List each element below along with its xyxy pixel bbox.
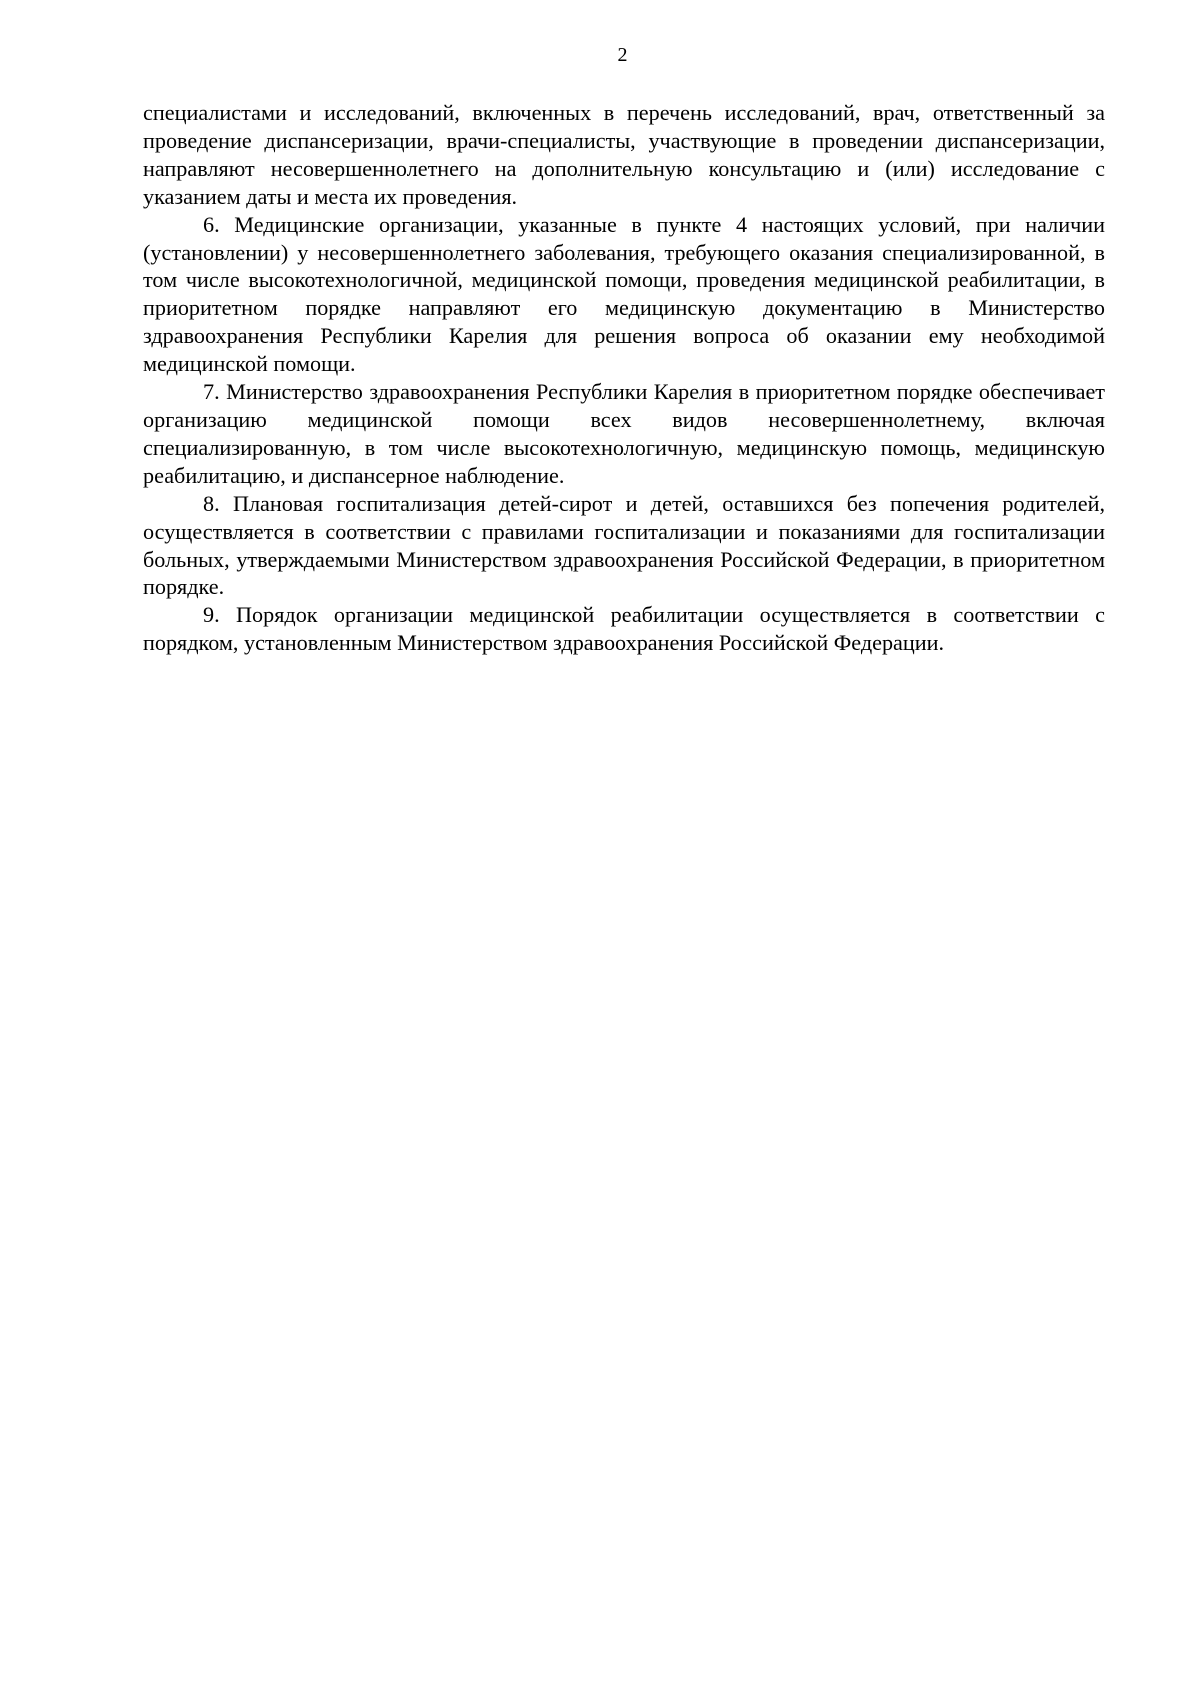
paragraph-continuation: специалистами и исследований, включенных в перечень исследований, врач, ответственный за проведение диспансеризации, врачи-специалисты, участвующие в проведении диспансеризации, направляют несовершеннолетнего на дополнительную консультацию и (или) исследование с указанием даты и места их проведения. [143, 100, 1105, 209]
paragraph-item-7: 7. Министерство здравоохранения Республики Карелия в приоритетном порядке обеспечивает организацию медицинской помощи всех видов несовершеннолетнему, включая специализированную, в том числе высокотехнологичную, медицинскую помощь, медицинскую реабилитацию, и диспансерное наблюдение. [143, 379, 1105, 488]
paragraph-item-9: 9. Порядок организации медицинской реабилитации осуществляется в соответствии с порядком, установленным Министерством здравоохранения Российской Федерации. [143, 602, 1105, 656]
page-number: 2 [617, 44, 628, 66]
paragraph-item-8: 8. Плановая госпитализация детей-сирот и детей, оставшихся без попечения родителей, осуществляется в соответствии с правилами госпитализации и показаниями для госпитализации больных, утверждаемыми Министерством здравоохранения Российской Федерации, в приоритетном порядке. [143, 490, 1105, 600]
document-body [143, 99, 1105, 657]
paragraph-item-6: 6. Медицинские организации, указанные в пункте 4 настоящих условий, при наличии (установлении) у несовершеннолетнего заболевания, требующего оказания специализированной, в том числе высокотехнологичной, медицинской помощи, проведения медицинской реабилитации, в приоритетном порядке направляют его медицинскую документацию в Министерство здравоохранения Республики Карелия для решения вопроса об оказании ему необходимой медицинской помощи. [143, 211, 1105, 377]
